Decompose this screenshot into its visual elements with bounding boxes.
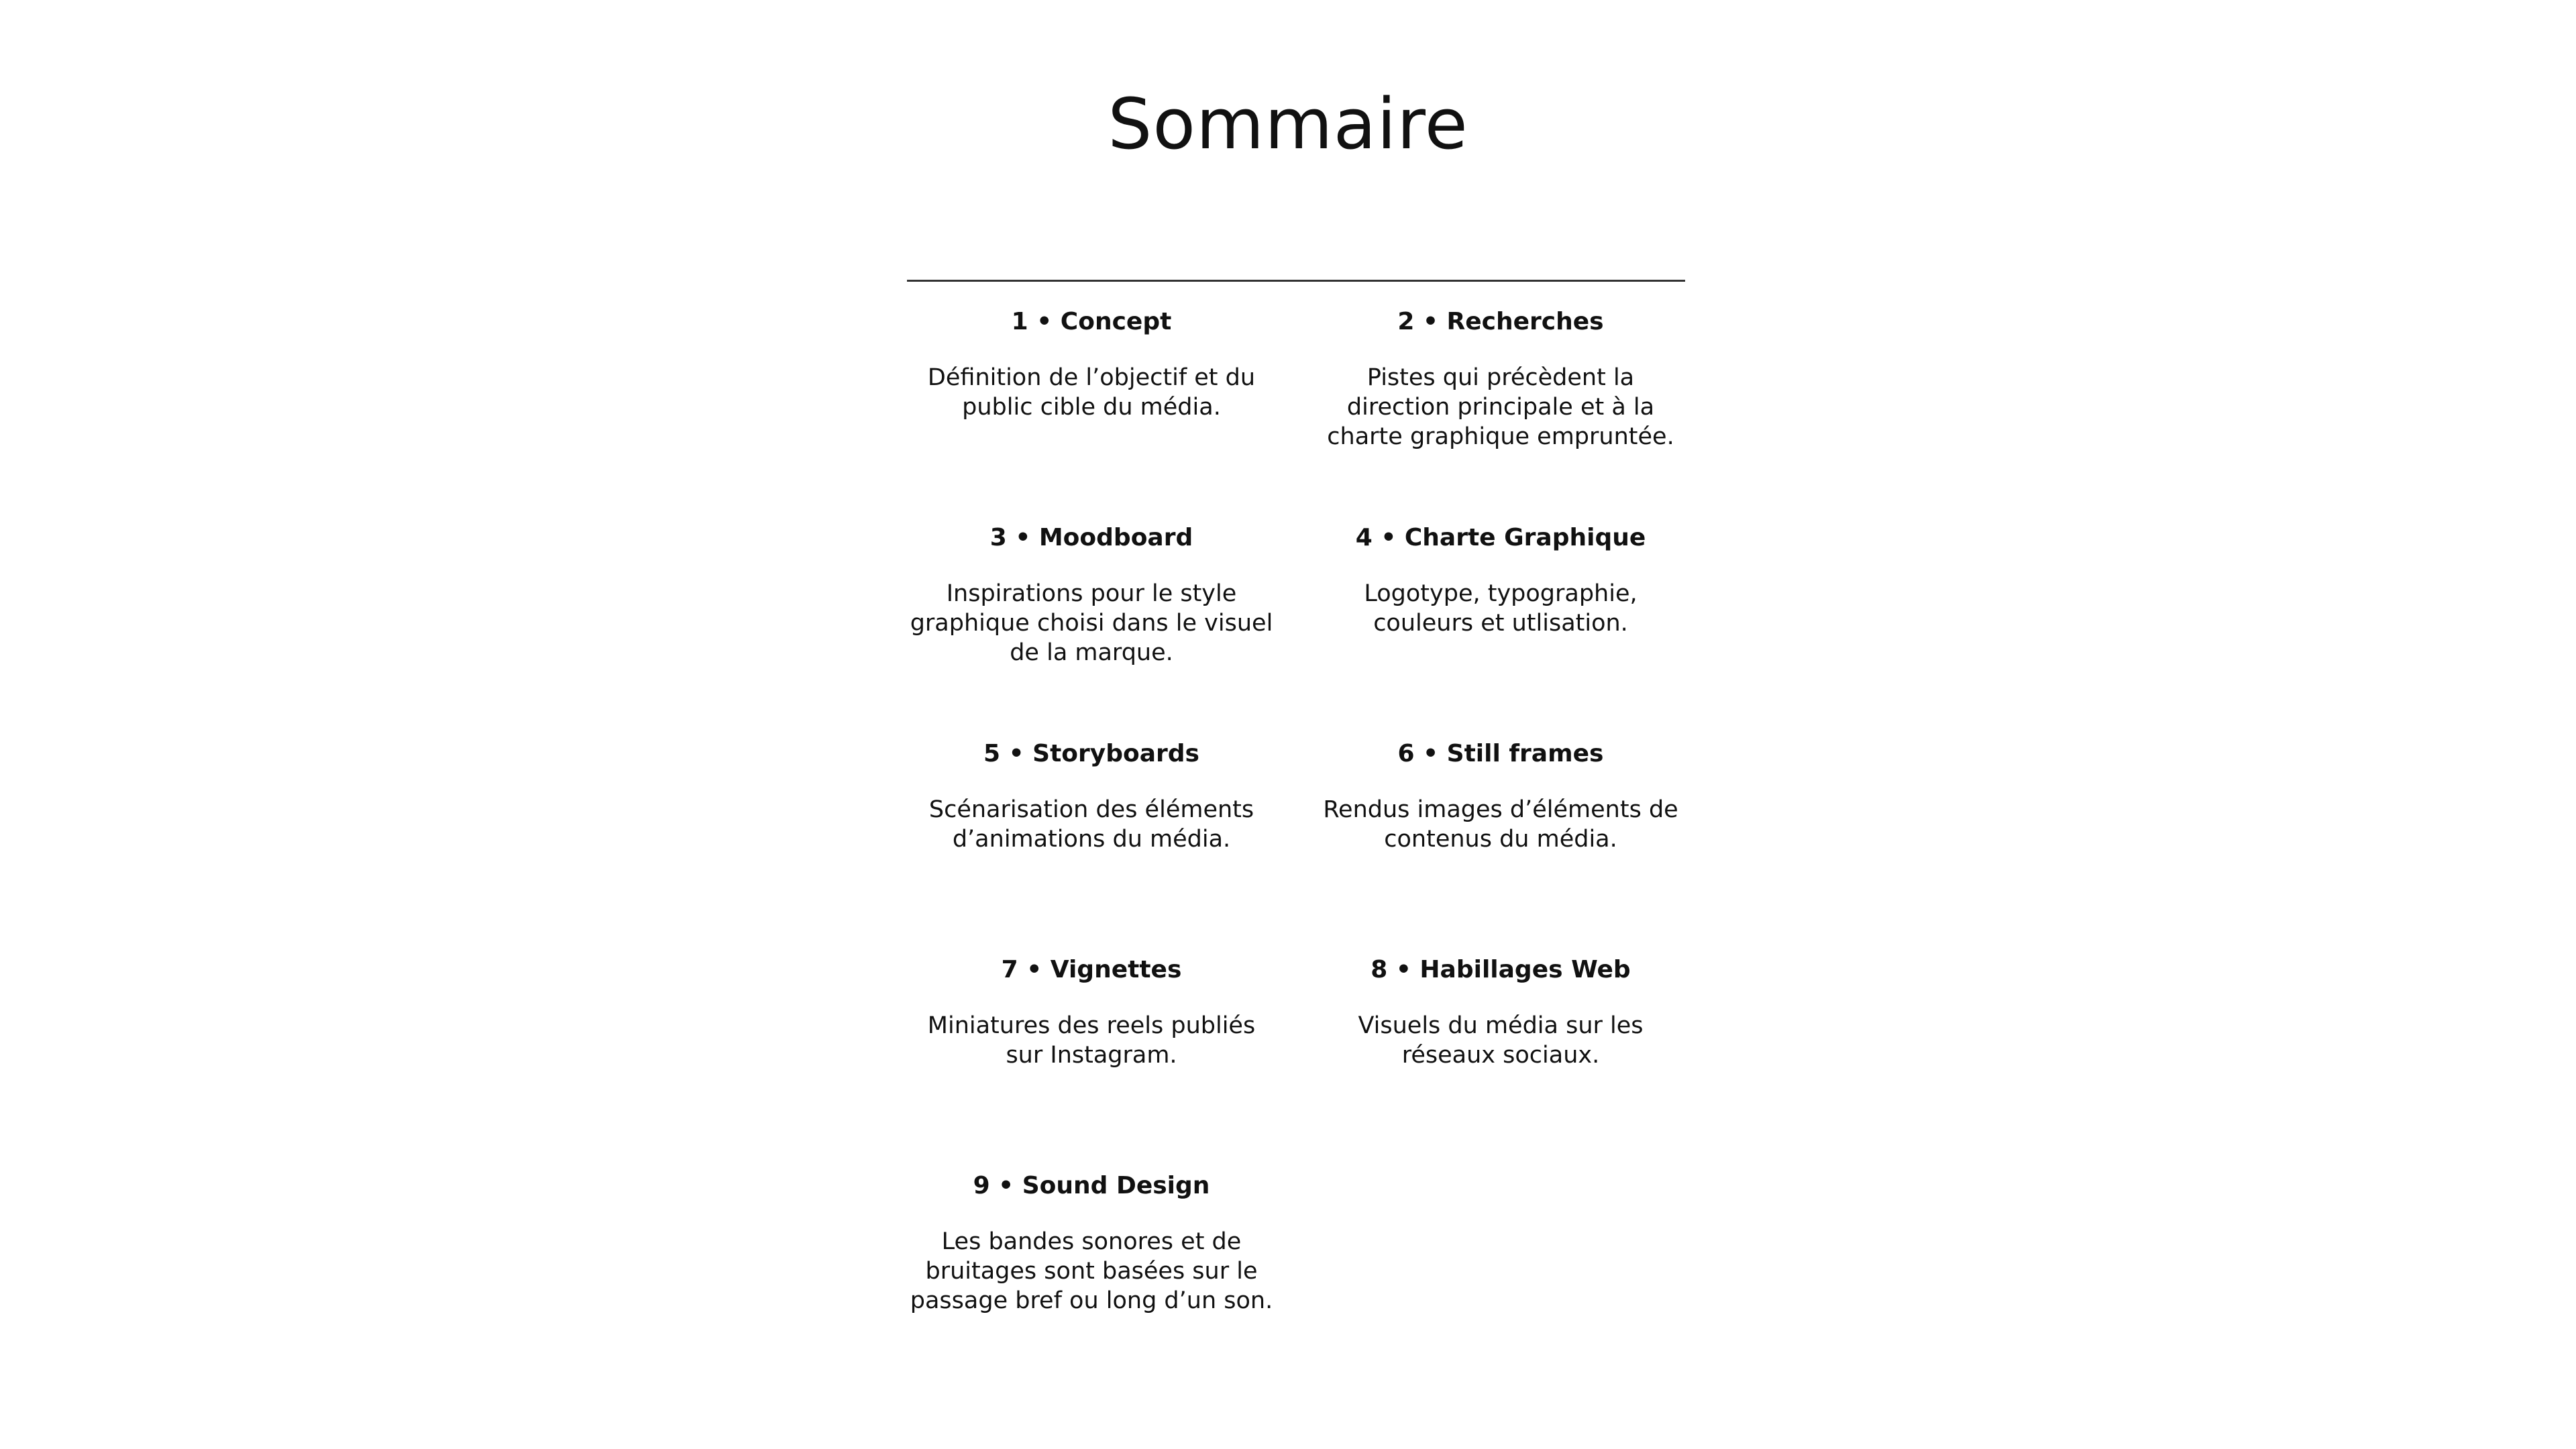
title-divider xyxy=(907,280,1685,282)
toc-item-charte-graphique xyxy=(1316,521,1685,737)
toc-description: Inspirations pour le style graphique choisi dans le visuel de la marque. xyxy=(910,580,1273,666)
toc-description: Visuels du média sur les réseaux sociaux. xyxy=(1358,1012,1644,1069)
toc-description: Miniatures des reels publiés sur Instagram. xyxy=(927,1012,1256,1069)
toc-item-vignettes xyxy=(907,953,1276,1169)
toc-heading: 1 • Concept xyxy=(1011,308,1172,335)
toc-heading: 7 • Vignettes xyxy=(1001,956,1182,983)
toc-item-moodboard xyxy=(907,521,1276,737)
page-title: Sommaire xyxy=(1108,83,1468,165)
toc-item-recherches xyxy=(1316,305,1685,521)
toc-item-habillages-web xyxy=(1316,953,1685,1169)
toc-heading: 8 • Habillages Web xyxy=(1371,956,1631,983)
toc-description: Scénarisation des éléments d’animations du média. xyxy=(928,796,1254,853)
toc-description: Rendus images d’éléments de contenus du média. xyxy=(1323,796,1678,853)
toc-grid xyxy=(907,305,1685,1385)
toc-description: Les bandes sonores et de bruitages sont basées sur le passage bref ou long d’un son. xyxy=(910,1228,1273,1314)
toc-description: Logotype, typographie, couleurs et utlisation. xyxy=(1364,580,1638,637)
toc-item-concept xyxy=(907,305,1276,521)
toc-item-sound-design xyxy=(907,1169,1276,1385)
toc-description: Définition de l’objectif et du public cible du média. xyxy=(927,364,1256,421)
toc-heading: 6 • Still frames xyxy=(1397,740,1604,767)
toc-description: Pistes qui précèdent la direction principale et à la charte graphique empruntée. xyxy=(1327,364,1674,450)
toc-heading: 9 • Sound Design xyxy=(973,1172,1210,1199)
toc-heading: 2 • Recherches xyxy=(1397,308,1604,335)
toc-heading: 5 • Storyboards xyxy=(983,740,1199,767)
toc-item-storyboards xyxy=(907,737,1276,953)
toc-item-still-frames xyxy=(1316,737,1685,953)
toc-heading: 3 • Moodboard xyxy=(989,524,1193,551)
toc-heading: 4 • Charte Graphique xyxy=(1355,524,1646,551)
